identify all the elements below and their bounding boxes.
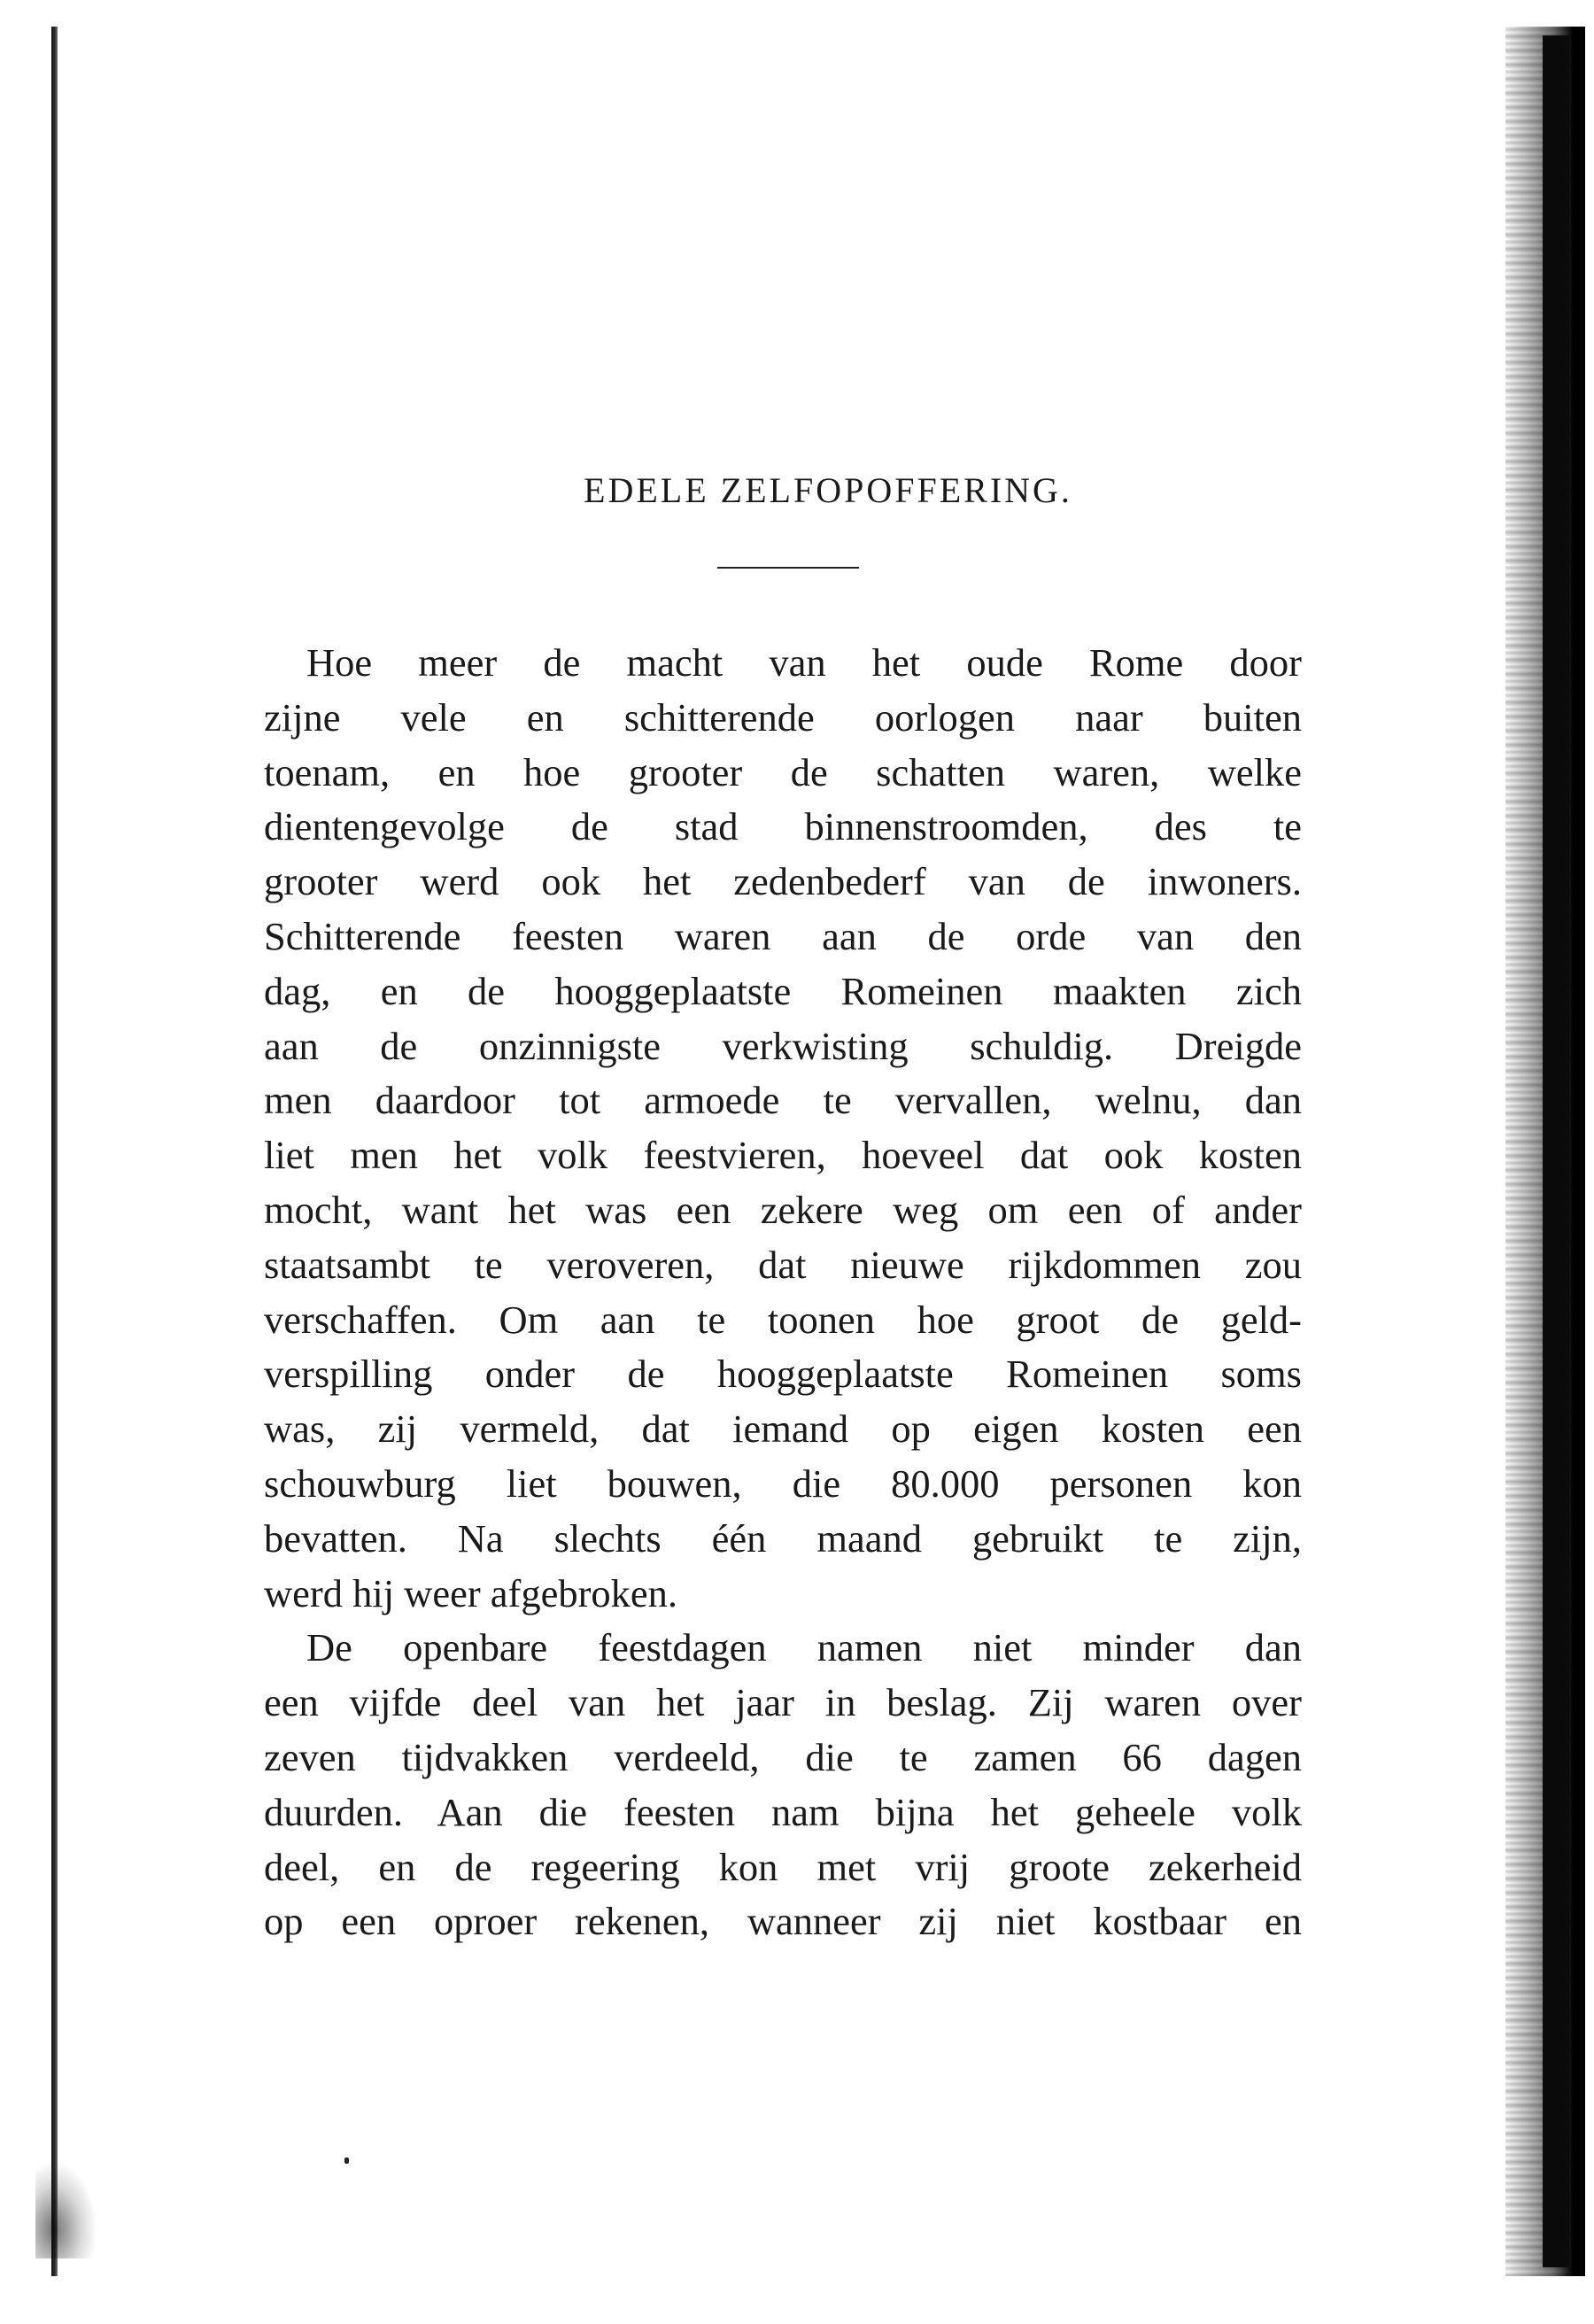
text-line: zijne vele en schitterende oorlogen naar buiten: [264, 694, 1302, 740]
left-binding-edge: [51, 27, 58, 2276]
text-line: duurden. Aan die feesten nam bijna het geheele volk: [264, 1789, 1302, 1834]
text-line: men daardoor tot armoede te vervallen, welnu, dan: [264, 1078, 1302, 1123]
text-line: grooter werd ook het zedenbederf van de inwoners.: [264, 859, 1302, 904]
text-line: staatsambt te veroveren, dat nieuwe rijkdommen zou: [264, 1242, 1302, 1287]
text-line: dag, en de hooggeplaatste Romeinen maakten zich: [264, 968, 1302, 1013]
paragraph-1: [264, 636, 1302, 1621]
chapter-title: EDELE ZELFOPOFFERING.: [584, 470, 1072, 510]
text-line: schouwburg liet bouwen, die 80.000 personen kon: [264, 1460, 1302, 1506]
body-text: [264, 636, 1302, 1949]
text-line: verspilling onder de hooggeplaatste Romeinen soms: [264, 1352, 1302, 1397]
text-line: deel, en de regeering kon met vrij groote zekerheid: [264, 1844, 1302, 1889]
text-line: een vijfde deel van het jaar in beslag. Zij waren over: [264, 1680, 1302, 1725]
left-edge-smudge: [35, 2161, 97, 2258]
text-line: dientengevolge de stad binnenstroomden, des te: [264, 804, 1302, 849]
right-page-edge-core: [1543, 35, 1569, 2267]
text-line: verschaffen. Om aan te toonen hoe groot de geld-: [264, 1297, 1302, 1342]
text-line: werd hij weer afgebroken.: [264, 1570, 678, 1615]
text-line: bevatten. Na slechts één maand gebruikt te zijn,: [264, 1515, 1302, 1561]
ink-speck: [344, 2157, 349, 2164]
text-line: zeven tijdvakken verdeeld, die te zamen 66 dagen: [264, 1734, 1302, 1779]
paragraph-2: [264, 1621, 1302, 1949]
text-line: op een oproer rekenen, wanneer zij niet kostbaar en: [264, 1899, 1302, 1944]
text-line: aan de onzinnigste verkwisting schuldig. Dreigde: [264, 1023, 1302, 1068]
text-line: liet men het volk feestvieren, hoeveel dat ook kosten: [264, 1133, 1302, 1178]
text-line: Hoe meer de macht van het oude Rome door: [306, 640, 1302, 685]
text-line: Schitterende feesten waren aan de orde van den: [264, 913, 1302, 958]
text-line: toenam, en hoe grooter de schatten waren, welke: [264, 749, 1302, 794]
title-divider-rule: [717, 567, 859, 569]
text-line: mocht, want het was een zekere weg om een of ander: [264, 1187, 1302, 1232]
text-line: was, zij vermeld, dat iemand op eigen kosten een: [264, 1406, 1302, 1452]
text-line: De openbare feestdagen namen niet minder dan: [306, 1625, 1302, 1670]
